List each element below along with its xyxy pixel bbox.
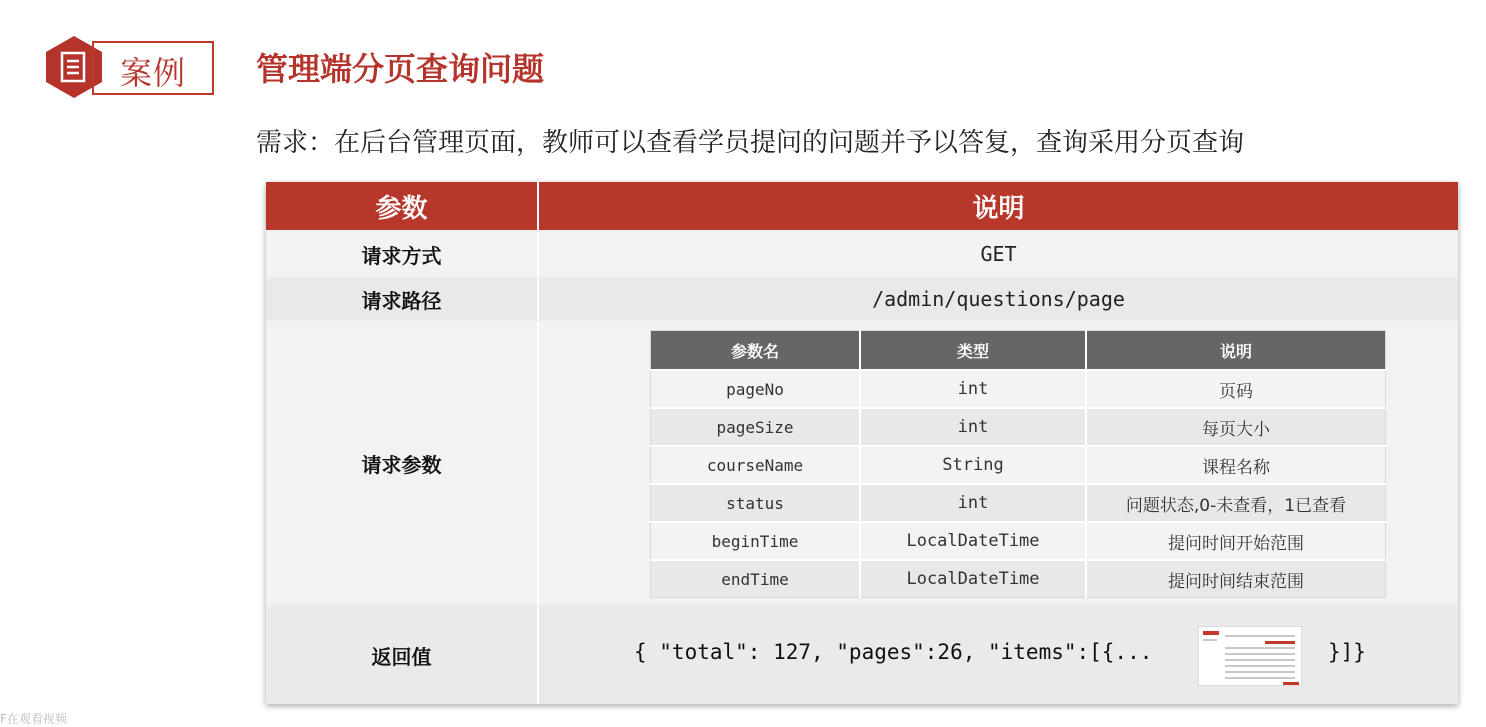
param-type: String [860,446,1086,484]
path-value: /admin/questions/page [872,287,1125,311]
table-row [651,408,1386,446]
watermark-text: F在观看视频 [0,712,67,726]
table-header-row [266,182,1458,230]
params-header-row [651,331,1386,371]
param-desc: 提问时间开始范围 [1086,522,1386,560]
param-desc: 页码 [1086,370,1386,408]
return-label: 返回值 [266,606,539,704]
method-label: 请求方式 [266,232,539,276]
return-value-end: }]} [1328,640,1366,664]
col-type: 类型 [860,331,1086,371]
header-desc: 说明 [972,193,1025,224]
table-row [651,446,1386,484]
method-row [266,232,1458,276]
param-name: endTime [651,560,861,598]
table-row [651,560,1386,598]
param-type: int [860,370,1086,408]
table-row [651,484,1386,522]
param-type: int [860,484,1086,522]
param-name: pageSize [651,408,861,446]
path-row [266,278,1458,320]
badge-label: 案例 [120,54,187,92]
header-param: 参数 [266,182,539,230]
table-row [651,522,1386,560]
param-name: pageNo [651,370,861,408]
table-row [651,370,1386,408]
requirement-text: 需求：在后台管理页面，教师可以查看学员提问的问题并予以答复，查询采用分页查询 [256,128,1245,158]
param-desc: 提问时间结束范围 [1086,560,1386,598]
case-badge [42,34,217,100]
col-desc: 说明 [1086,331,1386,371]
return-value: { "total": 127, "pages":26, "items":[{... [634,640,1153,664]
param-desc: 问题状态,0-未查看，1已查看 [1086,484,1386,522]
param-type: LocalDateTime [860,522,1086,560]
path-label: 请求路径 [266,278,539,320]
param-type: int [860,408,1086,446]
page-title: 管理端分页查询问题 [256,50,545,88]
col-param-name: 参数名 [651,331,861,371]
param-name: beginTime [651,522,861,560]
api-table [266,182,1458,704]
method-value: GET [980,242,1017,266]
result-thumbnail-image [1198,626,1302,686]
param-desc: 课程名称 [1086,446,1386,484]
param-desc: 每页大小 [1086,408,1386,446]
params-label: 请求参数 [266,322,539,604]
param-name: courseName [651,446,861,484]
param-name: status [651,484,861,522]
params-table [650,330,1386,598]
param-type: LocalDateTime [860,560,1086,598]
